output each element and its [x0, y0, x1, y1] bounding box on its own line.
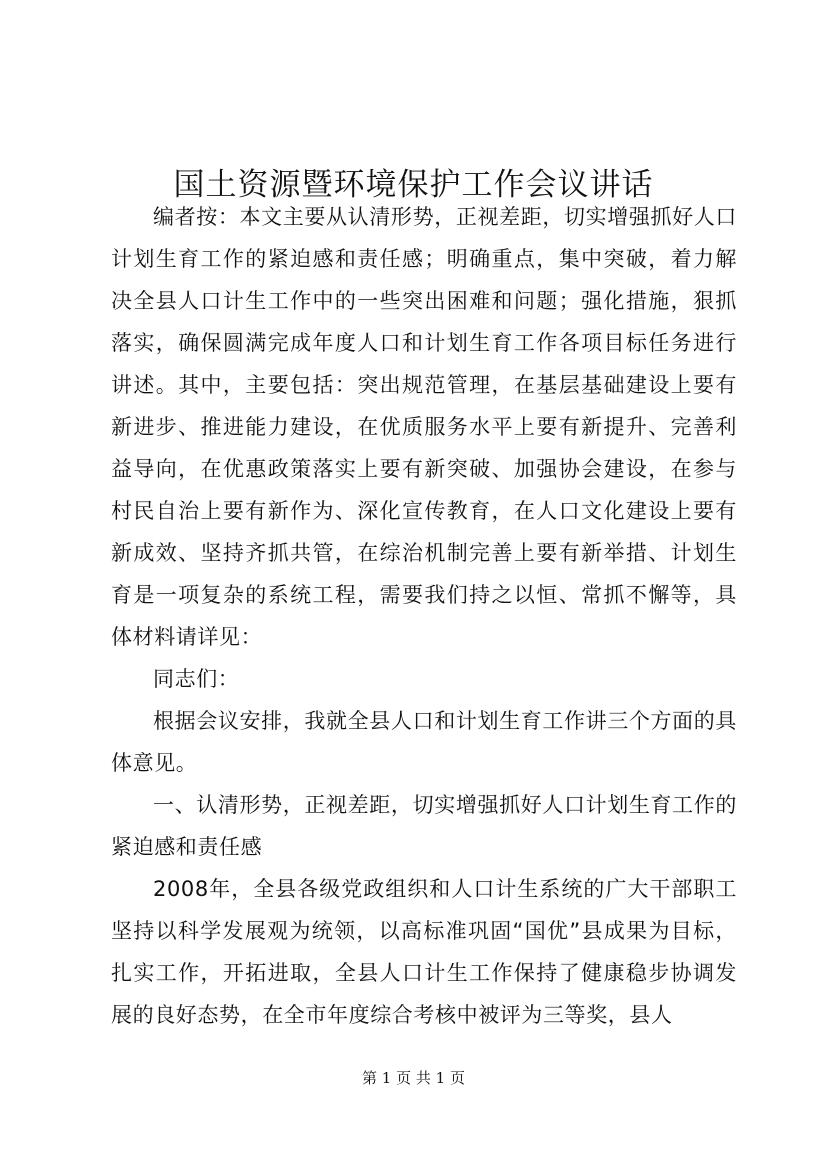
document-body [111, 196, 737, 1036]
intro-paragraph: 根据会议安排，我就全县人口和计划生育工作讲三个方面的具体意见。 [111, 709, 737, 775]
page-number-footer: 第 1 页 共 1 页 [362, 1069, 465, 1087]
salutation-paragraph: 同志们： [153, 667, 240, 691]
editor-note-paragraph: 编者按：本文主要从认清形势，正视差距，切实增强抓好人口计划生育工作的紧迫感和责任感；明确重点，集中突破，着力解决全县人口计生工作中的一些突出困难和问题；强化措施，狠抓落实，确保圆满完成年度人口和计划生育工作各项目标任务进行讲述。其中，主要包括：突出规范管理，在基层基础建设上要有新进步、推进能力建设，在优质服务水平上要有新提升、完善利益导向，在优惠政策落实上要有新突破、加强协会建设，在参与村民自治上要有新作为、深化宣传教育，在人口文化建设上要有新成效、坚持齐抓共管，在综治机制完善上要有新举措、计划生育是一项复杂的系统工程，需要我们持之以恒、常抓不懈等，具体材料请详见： [111, 205, 737, 649]
document-title: 国土资源暨环境保护工作会议讲话 [173, 166, 654, 203]
content-paragraph: 2008年，全县各级党政组织和人口计生系统的广大干部职工坚持以科学发展观为统领，以高标准巩固“国优”县成果为目标，扎实工作，开拓进取，全县人口计生工作保持了健康稳步协调发展的良好态势，在全市年度综合考核中被评为三等奖，县人 [111, 877, 737, 1027]
section-heading-paragraph: 一、认清形势，正视差距，切实增强抓好人口计划生育工作的紧迫感和责任感 [111, 793, 737, 859]
